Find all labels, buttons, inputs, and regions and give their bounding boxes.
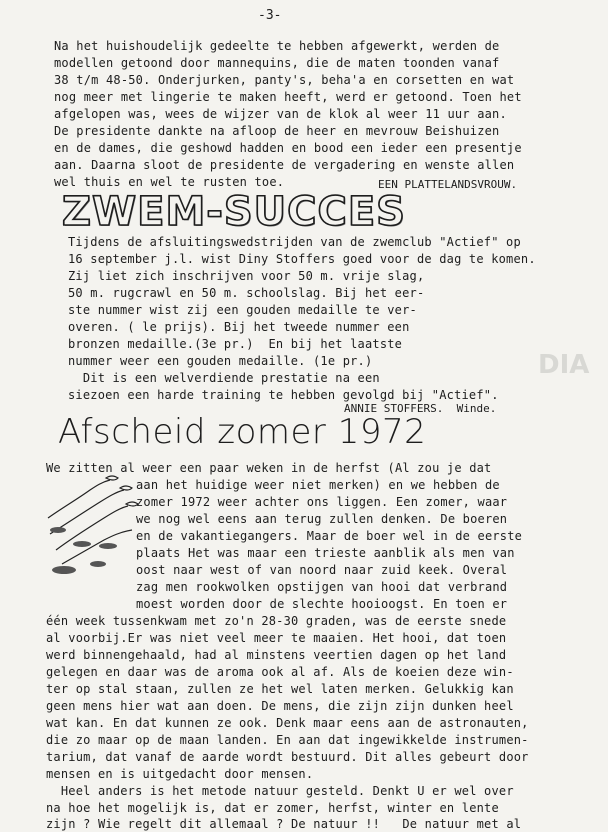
text-line: Heel anders is het metode natuur gesteld. Denkt U er wel over — [46, 784, 514, 798]
show-through-text: DIA — [538, 350, 590, 380]
text-line: al voorbij.Er was niet veel meer te maaien. Het hooi, dat toen — [46, 631, 507, 645]
text-line: mensen en is uitgedacht door mensen. — [46, 767, 314, 781]
headline-zwem-succes: ZWEM-SUCCES — [62, 189, 406, 235]
text-line: ter op stal staan, zullen ze het wel laten merken. Gelukkig kan — [46, 682, 514, 696]
text-line: Na het huishoudelijk gedeelte te hebben afgewerkt, werden de — [54, 39, 500, 53]
text-line: wat kan. En dat kunnen ze ook. Denk maar eens aan de astronauten, — [46, 716, 529, 730]
text-line: siezoen een harde training te hebben gevolgd bij "Actief". — [68, 388, 499, 402]
text-line: 50 m. rugcrawl en 50 m. schoolslag. Bij het eer- — [68, 286, 425, 300]
text-line: nummer weer een gouden medaille. (1e pr.) — [68, 354, 373, 368]
text-line: na hoe het mogelijk is, dat er zomer, herfst, winter en lente — [46, 801, 499, 815]
text-line: plaats Het was maar een trieste aanblik als men van — [136, 546, 515, 560]
text-line: werd binnengehaald, had al minstens veertien dagen op het land — [46, 648, 507, 662]
text-line: overen. ( le prijs). Bij het tweede nummer een — [68, 320, 410, 334]
text-line: afgelopen was, wees de wijzer van de klok al weer 11 uur aan. — [54, 107, 507, 121]
text-line: De presidente dankte na afloop de heer en mevrouw Beishuizen — [54, 124, 500, 138]
text-line: 38 t/m 48-50. Onderjurken, panty's, beha'a en corsetten en wat — [54, 73, 515, 87]
text-line: geen mens hier wat aan doen. De mens, die zijn zijn dunken heel — [46, 699, 514, 713]
text-line: aan het huidige weer niet merken) en we hebben de — [136, 478, 500, 492]
text-line: tarium, dat vanaf de aarde wordt bestuurd. Dit alles gebeurt door — [46, 750, 529, 764]
text-line: gelegen en daar was de aroma ook al af. Als de koeien deze win- — [46, 665, 514, 679]
text-line: die zo maar op de maan landen. En aan dat ingewikkelde instrumen- — [46, 733, 529, 747]
text-line: 16 september j.l. wist Diny Stoffers goed voor de dag te komen. — [68, 252, 536, 266]
text-line: bronzen medaille.(3e pr.) En bij het laatste — [68, 337, 403, 351]
text-line: We zitten al weer een paar weken in de herfst (Al zou je dat — [46, 461, 492, 475]
text-line: aan. Daarna sloot de presidente de vergadering en wenste allen — [54, 158, 515, 172]
text-line: en de vakantiegangers. Maar de boer wel in de eerste — [136, 529, 523, 543]
headline-afscheid-zomer: Afscheid zomer 1972 — [58, 412, 427, 452]
text-line: zijn ? Wie regelt dit allemaal ? De natuur !! De natuur met al — [46, 817, 522, 831]
text-line: zag men rookwolken opstijgen van hooi dat verbrand — [136, 580, 508, 594]
text-line: nog meer met lingerie te maken heeft, werd er getoond. Toen het — [54, 90, 522, 104]
text-line: ste nummer wist zij een gouden medaille te ver- — [68, 303, 417, 317]
text-line: Zij liet zich inschrijven voor 50 m. vrije slag, — [68, 269, 425, 283]
text-line: oost naar west of van noord naar zuid keek. Overal — [136, 563, 508, 577]
text-line: en de dames, die geshowd hadden en bood een ieder een presentje — [54, 141, 522, 155]
text-line: één week tussenkwam met zo'n 28-30 graden, was de eerste snede — [46, 614, 507, 628]
text-line: moest worden door de slechte hooioogst. En toen er — [136, 597, 508, 611]
signature: EEN PLATTELANDSVROUW. — [378, 178, 518, 191]
text-line: zomer 1972 weer achter ons liggen. Een zomer, waar — [136, 495, 508, 509]
text-line: modellen getoond door mannequins, die de maten toonden vanaf — [54, 56, 500, 70]
text-line: we nog wel eens aan terug zullen denken. De boeren — [136, 512, 508, 526]
text-line: Dit is een welverdiende prestatie na een — [68, 371, 380, 385]
signature: ANNIE STOFFERS. Winde. — [344, 402, 497, 415]
smoke-fields-illustration — [42, 472, 142, 582]
text-line: wel thuis en wel te rusten toe. — [54, 175, 285, 189]
text-line: Tijdens de afsluitingswedstrijden van de zwemclub "Actief" op — [68, 235, 521, 249]
page-number: -3- — [258, 8, 282, 23]
